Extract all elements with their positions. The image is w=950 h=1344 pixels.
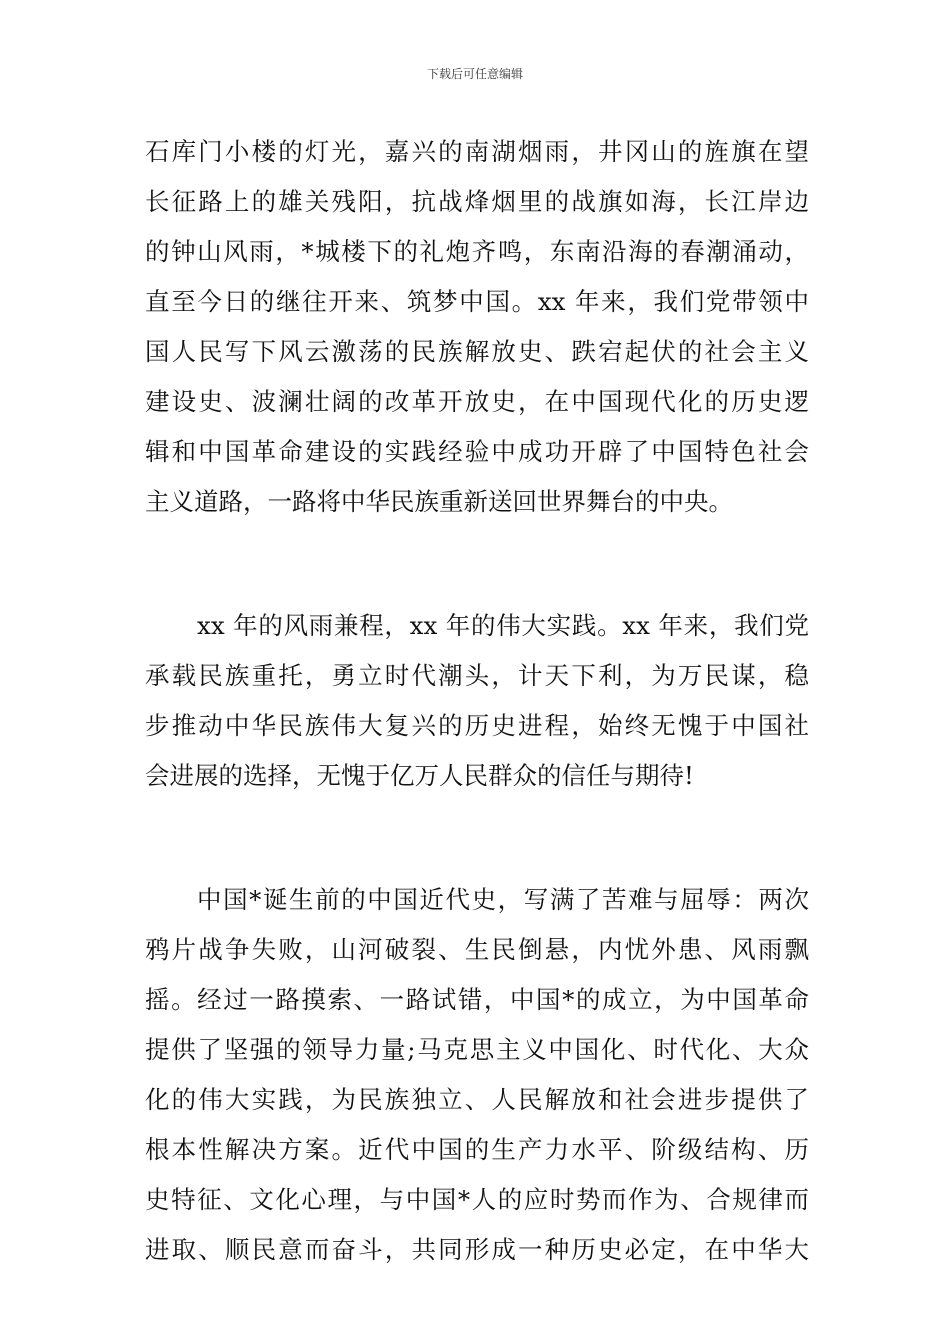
text-line: 鸦片战争失败，山河破裂、生民倒悬，内忧外患、风雨飘 [145,935,809,964]
text-line: 进取、顺民意而奋斗，共同形成一种历史必定，在中华大 [145,1235,809,1264]
text-line: xx 年的风雨兼程，xx 年的伟大实践。xx 年来，我们党 [197,611,809,640]
document-body [145,127,809,1275]
text-line: 摇。经过一路摸索、一路试错，中国*的成立，为中国革命 [145,985,809,1014]
text-line: 长征路上的雄关残阳，抗战烽烟里的战旗如海，长江岸边 [145,187,809,216]
text-line: 承载民族重托，勇立时代潮头，计天下利，为万民谋，稳 [145,661,809,690]
paragraph-gap [145,527,809,601]
text-line: 根本性解决方案。近代中国的生产力水平、阶级结构、历 [145,1135,809,1164]
text-line: 石库门小楼的灯光，嘉兴的南湖烟雨，井冈山的旌旗在望 [145,137,809,166]
paragraph-2 [145,601,809,801]
page-header: 下载后可任意编辑 [426,67,523,81]
text-line: 提供了坚强的领导力量;马克思主义中国化、时代化、大众 [145,1035,809,1064]
text-line: 中国*诞生前的中国近代史，写满了苦难与屈辱：两次 [197,885,809,914]
text-line: 国人民写下风云激荡的民族解放史、跌宕起伏的社会主义 [145,337,809,366]
paragraph-gap [145,801,809,875]
text-line: 直至今日的继往开来、筑梦中国。xx 年来，我们党带领中 [145,287,809,316]
text-line: 主义道路，一路将中华民族重新送回世界舞台的中央。 [145,487,733,516]
text-line: 的钟山风雨，*城楼下的礼炮齐鸣，东南沿海的春潮涌动， [145,237,809,266]
text-line: 建设史、波澜壮阔的改革开放史，在中国现代化的历史逻 [145,387,809,416]
text-line: 史特征、文化心理，与中国*人的应时势而作为、合规律而 [145,1185,809,1214]
text-line: 步推动中华民族伟大复兴的历史进程，始终无愧于中国社 [145,711,809,740]
paragraph-3 [145,875,809,1275]
paragraph-1 [145,127,809,527]
text-line: 化的伟大实践，为民族独立、人民解放和社会进步提供了 [145,1085,809,1114]
text-line: 辑和中国革命建设的实践经验中成功开辟了中国特色社会 [145,437,809,466]
text-line: 会进展的选择，无愧于亿万人民群众的信任与期待! [145,761,694,790]
